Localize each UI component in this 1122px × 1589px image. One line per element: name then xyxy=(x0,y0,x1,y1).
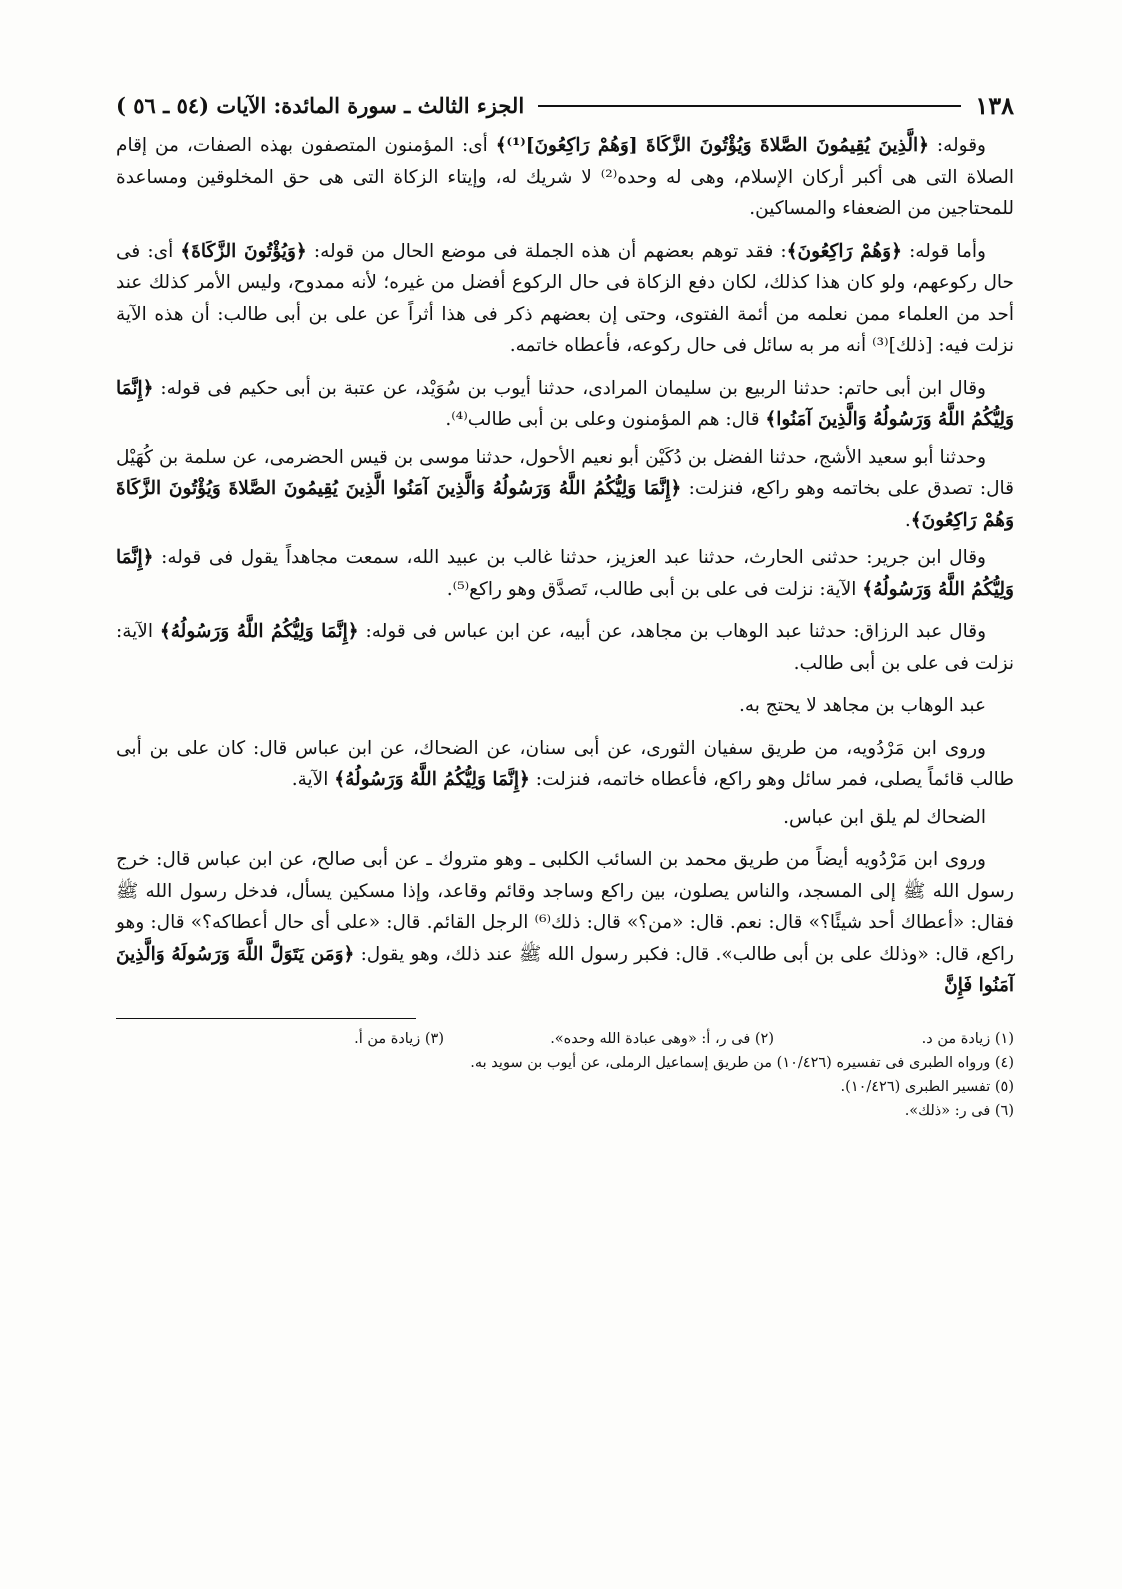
text-segment: وقال ابن أبى حاتم: حدثنا الربيع بن سليمان المرادى، حدثنا أيوب بن سُوَيْد، عن عتبة بن أبى حكيم فى قوله: xyxy=(153,377,986,399)
text-segment: وروى ابن مَرْدُويه، من طريق سفيان الثورى، عن أبى سنان، عن الضحاك، عن ابن عباس قال: كان على بن أبى طالب قائماً يصلى، فمر سائل وهو راكع، فأعطاه خاتمه، فنزلت: xyxy=(116,737,1014,790)
running-header xyxy=(116,88,1014,122)
text-segment: وقال ابن جرير: حدثنى الحارث، حدثنا عبد العزيز، حدثنا غالب بن عبيد الله، سمعت مجاهداً يقول فى قوله: xyxy=(153,547,986,568)
text-segment: الآية: نزلت فى على بن أبى طالب، تَصدَّق وهو راكع⁽⁵⁾. xyxy=(446,578,863,600)
paragraph xyxy=(116,690,1014,722)
header-rule xyxy=(538,105,961,107)
paragraph xyxy=(116,442,1014,537)
text-segment: وروى ابن مَرْدُويه أيضاً من طريق محمد بن السائب الكلبى ـ وهو متروك ـ عن أبى صالح، عن ابن عباس قال: خرج رسول الله ﷺ إلى المسجد، والناس يصلون، بين راكع وساجد وقائم وقاعد، وإذا مسكين يسأل، فدخل رسول الله ﷺ فقال: «أعطاك أحد شيئًا؟» قال: نعم. قال: «من؟» قال: ذلك⁽⁶⁾ الرجل القائم. قال: «على أى حال أعطاكه؟» قال: وهو راكع، قال: «وذلك على بن أبى طالب». قال: فكبر رسول الله ﷺ عند ذلك، وهو يقول: xyxy=(116,849,1014,965)
text-segment: الآية: نزلت فى على بن أبى طالب. xyxy=(116,621,1014,674)
footnote: (١) زيادة من د. xyxy=(921,1030,1014,1047)
quran-quote: ﴿إِنَّمَا وَلِيُّكُمُ اللَّهُ وَرَسُولُهُ﴾ xyxy=(116,547,1014,600)
quran-quote: ﴿وَهُمْ رَاكِعُونَ﴾ xyxy=(786,240,902,262)
text-segment: أى: المؤمنون المتصفون بهذه الصفات، من إقام الصلاة التى هى أكبر أركان الإسلام، وهى له وحده⁽²⁾ لا شريك له، وإيتاء الزكاة التى هى حق المخلوقين ومساعدة للمحتاجين من الضعفاء والمساكين. xyxy=(116,135,1014,219)
text-segment: الضحاك لم يلق ابن عباس. xyxy=(783,806,986,828)
paragraph xyxy=(116,802,1014,834)
paragraph xyxy=(116,616,1014,679)
footnote: (٣) زيادة من أ. xyxy=(354,1030,444,1047)
paragraph xyxy=(116,130,1014,225)
quran-quote: ﴿وَمَن يَتَوَلَّ اللَّهَ وَرَسُولَهُ وَالَّذِينَ آمَنُوا فَإِنَّ xyxy=(116,943,1014,996)
footnote-separator xyxy=(116,1018,416,1019)
text-segment: وأما قوله: xyxy=(901,240,986,262)
text-segment: الآية. xyxy=(291,769,335,790)
page-number: ١٣٨ xyxy=(975,90,1014,120)
quran-quote: ﴿الَّذِينَ يُقِيمُونَ الصَّلاةَ وَيُؤْتُونَ الزَّكَاةَ [وَهُمْ رَاكِعُونَ]⁽¹⁾﴾ xyxy=(495,135,929,156)
footnote: (٥) تفسير الطبرى (١٠/٤٢٦). xyxy=(840,1078,1014,1095)
paragraph xyxy=(116,373,1014,436)
quran-quote: ﴿إِنَّمَا وَلِيُّكُمُ اللَّهُ وَرَسُولُهُ﴾ xyxy=(159,621,359,642)
footnotes xyxy=(116,1027,1014,1123)
text-segment: . xyxy=(904,509,911,531)
text-segment: وحدثنا أبو سعيد الأشج، حدثنا الفضل بن دُكَيْن أبو نعيم الأحول، حدثنا موسى بن قيس الحضرمى، عن سلمة بن كُهَيْل قال: تصدق على بخاتمه وهو راكع، فنزلت: xyxy=(116,446,1014,499)
body-text xyxy=(116,130,1014,1002)
paragraph xyxy=(116,844,1014,1002)
quran-quote: ﴿إِنَّمَا وَلِيُّكُمُ اللَّهُ وَرَسُولُهُ وَالَّذِينَ آمَنُوا الَّذِينَ يُقِيمُونَ الصَّلاةَ وَيُؤْتُونَ الزَّكَاةَ وَهُمْ رَاكِعُونَ﴾ xyxy=(116,478,1014,531)
quran-quote: ﴿وَيُؤْتُونَ الزَّكَاةَ﴾ xyxy=(180,240,307,262)
text-segment: وقال عبد الرزاق: حدثنا عبد الوهاب بن مجاهد، عن أبيه، عن ابن عباس فى قوله: xyxy=(358,621,987,642)
quran-quote: ﴿إِنَّمَا وَلِيُّكُمُ اللَّهُ وَرَسُولُهُ وَالَّذِينَ آمَنُوا﴾ xyxy=(116,377,1014,430)
paragraph xyxy=(116,733,1014,796)
paragraph xyxy=(116,236,1014,362)
running-title: الجزء الثالث ـ سورة المائدة: الآيات (٥٤ ـ ٥٦ ) xyxy=(116,92,525,118)
footnote: (٦) فى ر: «ذلك». xyxy=(904,1102,1014,1119)
footnote: (٤) ورواه الطبرى فى تفسيره (١٠/٤٢٦) من طريق إسماعيل الرملى، عن أيوب بن سويد به. xyxy=(470,1054,1014,1071)
text-segment: أى: فى حال ركوعهم، ولو كان هذا كذلك، لكان دفع الزكاة فى حال الركوع أفضل من غيره؛ لأنه ممدوح، وليس الأمر كذلك عند أحد من العلماء ممن نعلمه من أئمة الفتوى، وحتى إن بعضهم ذكر فى هذا أثراً عن على بن أبى طالب: أن هذه الآية نزلت فيه: [ذلك]⁽³⁾ أنه مر به سائل فى حال ركوعه، فأعطاه خاتمه. xyxy=(116,240,1014,356)
text-segment: وقوله: xyxy=(928,135,986,156)
text-segment: عبد الوهاب بن مجاهد لا يحتج به. xyxy=(738,695,986,716)
paragraph xyxy=(116,542,1014,605)
quran-quote: ﴿إِنَّمَا وَلِيُّكُمُ اللَّهُ وَرَسُولُهُ﴾ xyxy=(334,769,530,790)
footnote: (٢) فى ر، أ: «وهى عبادة الله وحده». xyxy=(550,1030,774,1047)
footnote-row xyxy=(116,1027,1014,1051)
text-segment: قال: هم المؤمنون وعلى بن أبى طالب⁽⁴⁾. xyxy=(445,409,766,430)
text-segment: : فقد توهم بعضهم أن هذه الجملة فى موضع الحال من قوله: xyxy=(306,240,787,262)
